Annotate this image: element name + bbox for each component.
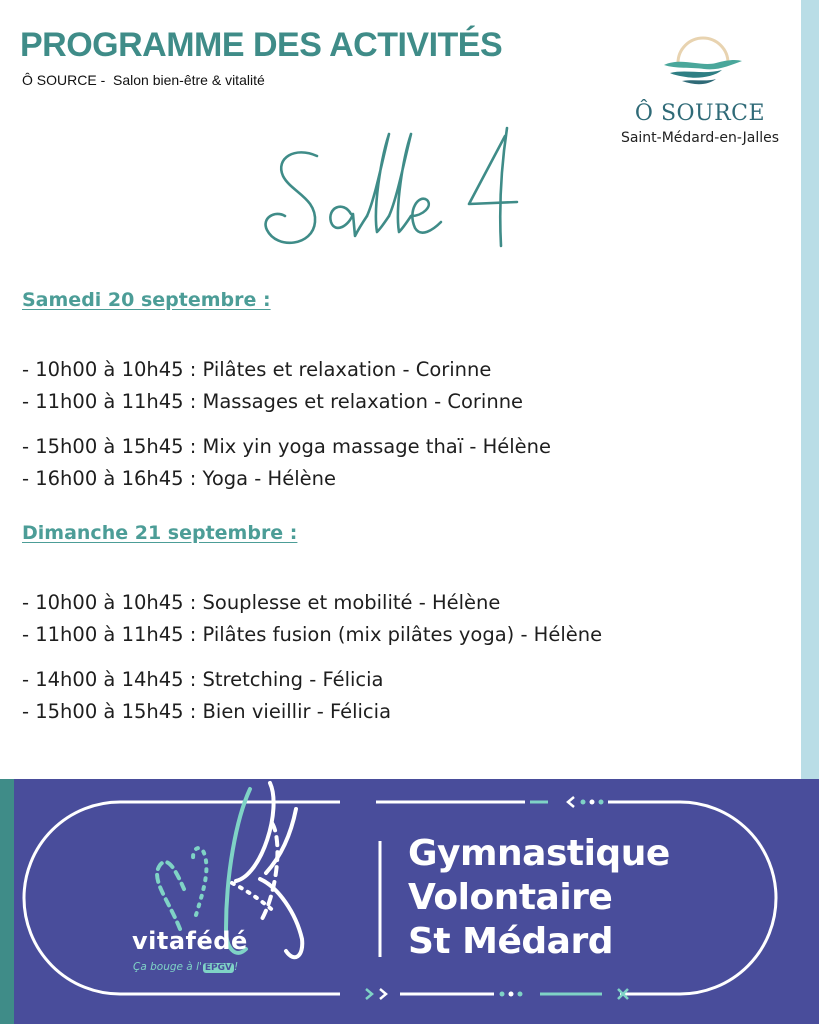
right-decorative-stripe (801, 0, 819, 780)
vitafede-tagline-suffix: ! (234, 961, 239, 973)
schedule-slot: - 15h00 à 15h45 : Bien vieillir - Félicia (22, 700, 392, 723)
logo-name: Ô SOURCE (634, 101, 766, 126)
schedule-slot: - 11h00 à 11h45 : Pilâtes fusion (mix pilâtes yoga) - Hélène (22, 623, 603, 646)
vitafede-tagline-badge: EPGV (204, 963, 232, 973)
club-banner (0, 779, 819, 1024)
logo-place: Saint-Médard-en-Jalles (620, 130, 780, 146)
page-subtitle: Ô SOURCE - Salon bien-être & vitalité (22, 72, 265, 88)
schedule-slot: - 10h00 à 10h45 : Pilâtes et relaxation - Corinne (22, 358, 492, 381)
schedule-slot: - 14h00 à 14h45 : Stretching - Félicia (22, 668, 384, 691)
club-name-line: Volontaire (408, 877, 613, 918)
schedule-slot: - 16h00 à 16h45 : Yoga - Hélène (22, 467, 336, 490)
club-name (408, 832, 670, 964)
saturday-section (22, 289, 551, 495)
vitafede-tagline-prefix: Ça bouge à l' (133, 961, 202, 973)
vitafede-tagline (133, 961, 238, 973)
sun-waves-logo-icon (656, 35, 746, 97)
room-title (255, 118, 545, 268)
club-name-line: St Médard (408, 921, 613, 962)
schedule-slot: - 11h00 à 11h45 : Massages et relaxation - Corinne (22, 390, 524, 413)
page-title: PROGRAMME DES ACTIVITÉS (20, 26, 503, 64)
schedule-slot: - 10h00 à 10h45 : Souplesse et mobilité - Hélène (22, 591, 501, 614)
o-source-logo (610, 35, 790, 155)
vitafede-brand-name: vitafédé (132, 927, 248, 955)
day-heading-saturday: Samedi 20 septembre : (22, 289, 271, 311)
day-heading-sunday: Dimanche 21 septembre : (22, 522, 298, 544)
club-name-line: Gymnastique (408, 833, 670, 874)
sunday-section (22, 522, 602, 728)
schedule-slot: - 15h00 à 15h45 : Mix yin yoga massage thaï - Hélène (22, 435, 552, 458)
